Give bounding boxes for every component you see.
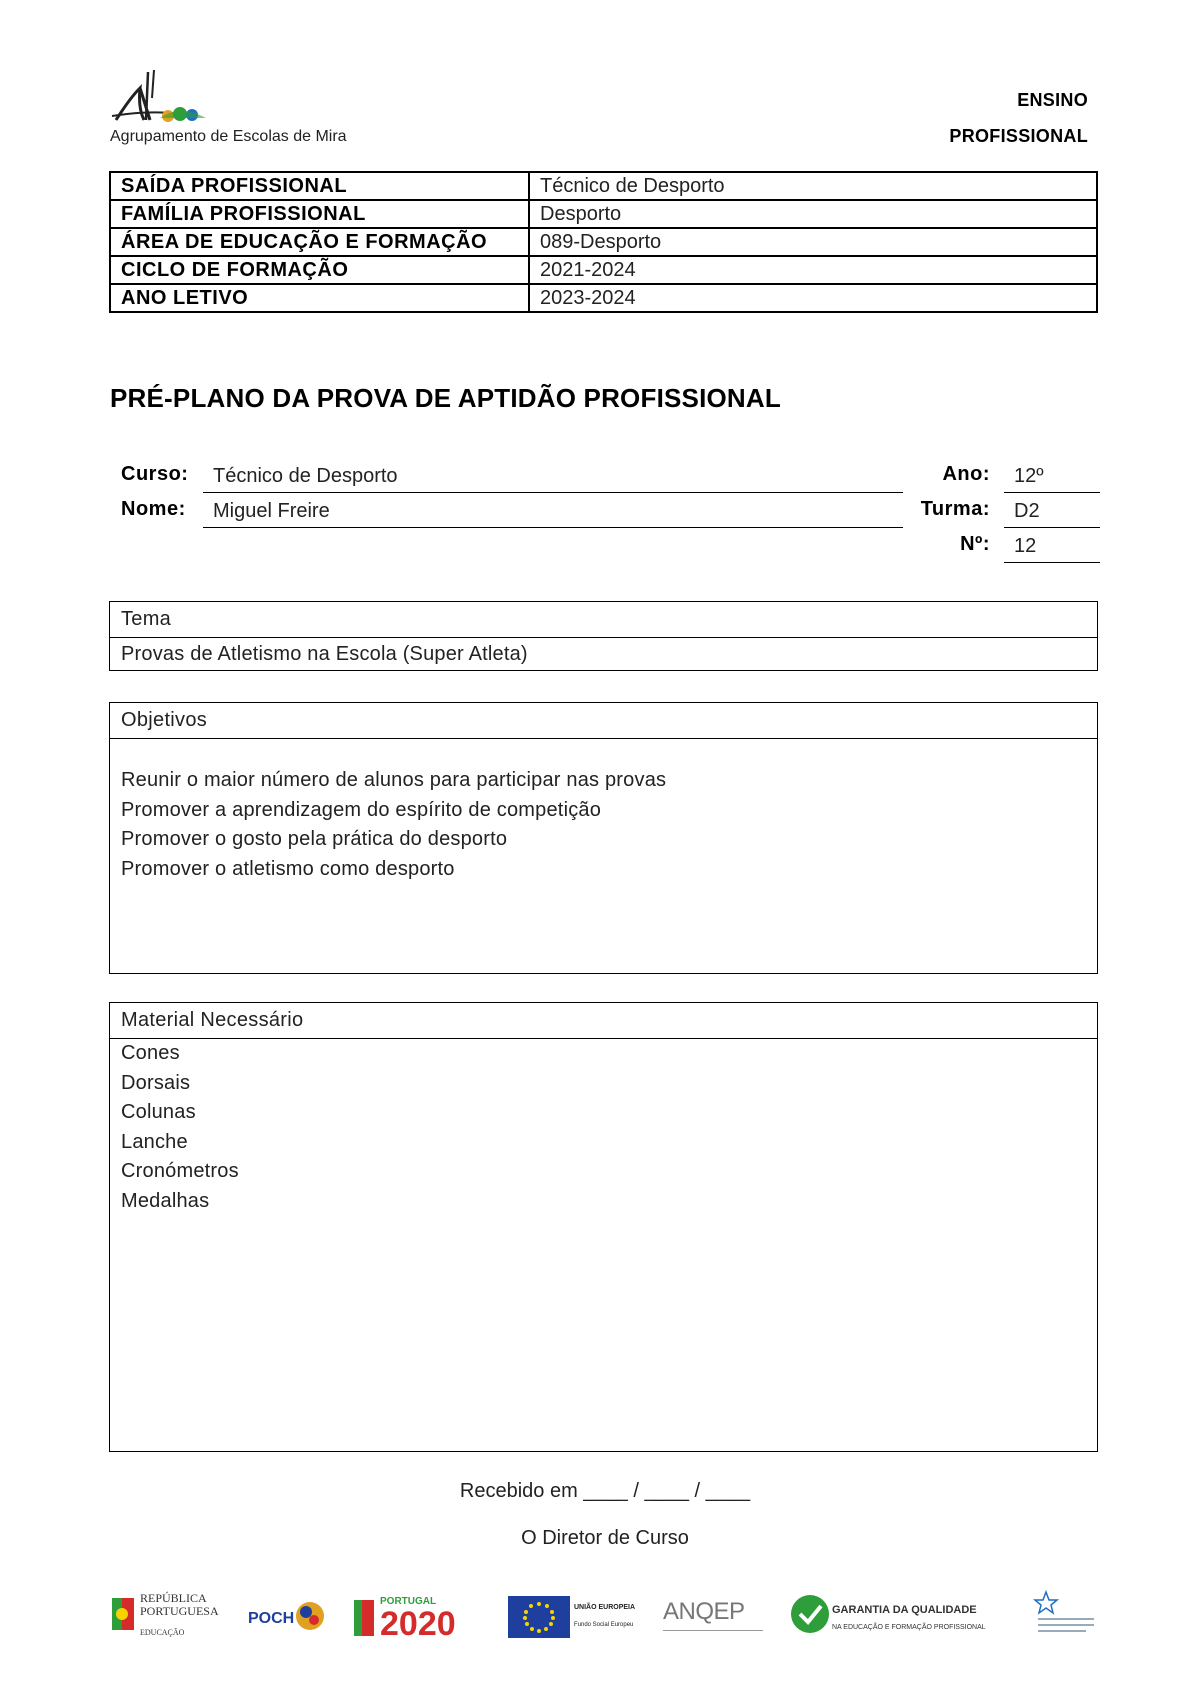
garantia-sub-text: NA EDUCAÇÃO E FORMAÇÃO PROFISSIONAL [832, 1624, 986, 1631]
table-row [110, 256, 1097, 284]
eu-flag-icon [508, 1596, 570, 1638]
ue-text: UNIÃO EUROPEIA [574, 1604, 636, 1611]
ano-field[interactable]: 12º [1004, 460, 1100, 493]
ano-label: Ano: [942, 463, 990, 485]
portugal-flag-icon [352, 1598, 376, 1638]
numero-field[interactable]: 12 [1004, 530, 1100, 563]
diretor-de-curso: O Diretor de Curso [521, 1527, 689, 1549]
republica-portuguesa-logo [108, 1590, 228, 1644]
info-label: ANO LETIVO [110, 284, 529, 312]
objetivos-heading: Objetivos [110, 703, 1097, 739]
poch-head-icon [294, 1600, 326, 1632]
nome-label: Nome: [121, 498, 186, 520]
ue-sub-text: Fundo Social Europeu [574, 1622, 634, 1628]
tema-box [109, 601, 1098, 671]
garantia-text: GARANTIA DA QUALIDADE [832, 1604, 977, 1616]
anqep-logo [663, 1590, 768, 1644]
document-title: PRÉ-PLANO DA PROVA DE APTIDÃO PROFISSIONAL [110, 383, 781, 413]
anqep-subtitle [663, 1630, 763, 1643]
curso-label: Curso: [121, 463, 189, 485]
objetivos-box [109, 702, 1098, 974]
objetivos-list[interactable] [110, 739, 1097, 884]
list-item: Medalhas [121, 1189, 210, 1212]
list-item: Reunir o maior número de alunos para participar nas provas [121, 769, 667, 791]
turma-label: Turma: [920, 498, 990, 520]
list-item: Promover o atletismo como desporto [121, 857, 455, 880]
info-value: Desporto [529, 200, 1097, 228]
list-item: Dorsais [121, 1071, 191, 1094]
garantia-qualidade-logo [790, 1590, 1005, 1644]
course-info-table [109, 171, 1098, 313]
nome-field[interactable]: Miguel Freire [203, 495, 903, 528]
poch-logo [248, 1590, 328, 1644]
list-item: Colunas [121, 1101, 196, 1123]
tema-text[interactable]: Provas de Atletismo na Escola (Super Atleta) [121, 643, 528, 665]
curso-field[interactable]: Técnico de Desporto [203, 460, 903, 493]
ensino-line-1: ENSINO [1017, 90, 1088, 110]
material-box [109, 1002, 1098, 1452]
material-list[interactable] [110, 1039, 1097, 1216]
ensino-line-2: PROFISSIONAL [949, 126, 1088, 146]
republica-text: REPÚBLICA [140, 1591, 207, 1605]
list-item: Lanche [121, 1130, 188, 1153]
info-value: Técnico de Desporto [529, 172, 1097, 200]
eqavet-logo [1028, 1590, 1100, 1644]
info-label: ÁREA DE EDUCAÇÃO E FORMAÇÃO [110, 228, 529, 256]
educacao-text: EDUCAÇÃO [140, 1628, 185, 1637]
p2020-text: 2020 [380, 1605, 456, 1643]
table-row [110, 228, 1097, 256]
list-item: Promover o gosto pela prática do desporto [121, 828, 508, 850]
checkmark-icon [790, 1594, 830, 1634]
portugal-2020-logo [352, 1590, 487, 1644]
eqavet-star-icon [1028, 1590, 1100, 1642]
material-heading: Material Necessário [110, 1003, 1097, 1039]
info-value: 2021-2024 [529, 256, 1097, 284]
info-label: FAMÍLIA PROFISSIONAL [110, 200, 529, 228]
republica-emblem-icon [108, 1594, 138, 1634]
list-item: Cronómetros [121, 1160, 239, 1182]
list-item: Promover a aprendizagem do espírito de competição [121, 798, 602, 821]
school-name: Agrupamento de Escolas de Mira [110, 128, 347, 145]
list-item: Cones [121, 1042, 180, 1064]
tema-heading: Tema [110, 602, 1097, 638]
table-row [110, 172, 1097, 200]
info-value: 2023-2024 [529, 284, 1097, 312]
uniao-europeia-logo [508, 1590, 643, 1644]
portugal-text: PORTUGAL [380, 1596, 437, 1607]
anqep-text: ANQEP [663, 1598, 745, 1625]
portuguesa-text: PORTUGUESA [140, 1604, 219, 1618]
info-label: SAÍDA PROFISSIONAL [110, 172, 529, 200]
turma-field[interactable]: D2 [1004, 495, 1100, 528]
table-row [110, 284, 1097, 312]
info-value: 089-Desporto [529, 228, 1097, 256]
info-label: CICLO DE FORMAÇÃO [110, 256, 529, 284]
poch-text: POCH [248, 1610, 295, 1627]
table-row [110, 200, 1097, 228]
recebido-em-line: Recebido em ____ / ____ / ____ [459, 1480, 751, 1502]
numero-label: Nº: [960, 533, 990, 555]
ensino-profissional-label [949, 82, 1088, 154]
